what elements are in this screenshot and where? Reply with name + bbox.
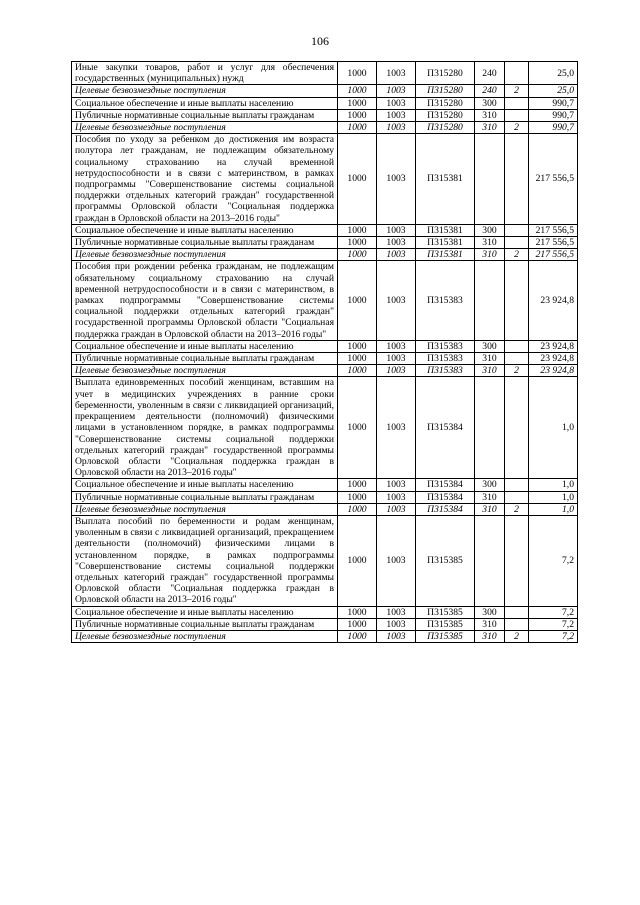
amount-cell: 990,7 <box>529 122 578 134</box>
section-code-cell: 1000 <box>338 122 377 134</box>
expense-type-cell: 310 <box>475 353 505 365</box>
table-row <box>72 479 578 491</box>
amount-cell: 23 924,8 <box>529 261 578 340</box>
expense-type-cell <box>475 261 505 340</box>
funding-source-cell <box>505 353 529 365</box>
amount-cell: 217 556,5 <box>529 237 578 249</box>
funding-source-cell <box>505 97 529 109</box>
section-code-cell: 1000 <box>338 62 377 85</box>
target-article-cell: П315383 <box>416 353 475 365</box>
subsection-code-cell: 1003 <box>377 353 416 365</box>
amount-cell: 1,0 <box>529 377 578 479</box>
amount-cell: 25,0 <box>529 85 578 97</box>
amount-cell: 7,2 <box>529 618 578 630</box>
funding-source-cell <box>505 606 529 618</box>
section-code-cell: 1000 <box>338 606 377 618</box>
target-article-cell: П315385 <box>416 515 475 606</box>
table-row <box>72 515 578 606</box>
expense-type-cell: 310 <box>475 491 505 503</box>
expense-type-cell: 300 <box>475 340 505 352</box>
amount-cell: 217 556,5 <box>529 134 578 225</box>
section-code-cell: 1000 <box>338 618 377 630</box>
table-row <box>72 365 578 377</box>
amount-cell: 23 924,8 <box>529 340 578 352</box>
expense-type-cell: 310 <box>475 618 505 630</box>
row-name-cell: Иные закупки товаров, работ и услуг для обеспечения государственных (муниципальных) нужд <box>72 62 338 85</box>
table-row <box>72 122 578 134</box>
subsection-code-cell: 1003 <box>377 134 416 225</box>
amount-cell: 990,7 <box>529 109 578 121</box>
target-article-cell: П315280 <box>416 97 475 109</box>
section-code-cell: 1000 <box>338 237 377 249</box>
funding-source-cell: 2 <box>505 122 529 134</box>
target-article-cell: П315384 <box>416 479 475 491</box>
budget-table <box>71 61 578 643</box>
subsection-code-cell: 1003 <box>377 85 416 97</box>
subsection-code-cell: 1003 <box>377 606 416 618</box>
row-name-cell: Публичные нормативные социальные выплаты гражданам <box>72 618 338 630</box>
expense-type-cell: 310 <box>475 237 505 249</box>
expense-type-cell <box>475 515 505 606</box>
target-article-cell: П315385 <box>416 630 475 642</box>
row-name-cell: Целевые безвозмездные поступления <box>72 85 338 97</box>
row-name-cell: Публичные нормативные социальные выплаты гражданам <box>72 109 338 121</box>
funding-source-cell <box>505 224 529 236</box>
target-article-cell: П315383 <box>416 365 475 377</box>
row-name-cell: Социальное обеспечение и иные выплаты населению <box>72 606 338 618</box>
expense-type-cell: 310 <box>475 249 505 261</box>
section-code-cell: 1000 <box>338 353 377 365</box>
expense-type-cell: 300 <box>475 479 505 491</box>
amount-cell: 23 924,8 <box>529 365 578 377</box>
section-code-cell: 1000 <box>338 134 377 225</box>
subsection-code-cell: 1003 <box>377 97 416 109</box>
section-code-cell: 1000 <box>338 491 377 503</box>
section-code-cell: 1000 <box>338 340 377 352</box>
target-article-cell: П315280 <box>416 62 475 85</box>
subsection-code-cell: 1003 <box>377 249 416 261</box>
row-name-cell: Целевые безвозмездные поступления <box>72 630 338 642</box>
expense-type-cell <box>475 377 505 479</box>
row-name-cell: Социальное обеспечение и иные выплаты населению <box>72 479 338 491</box>
table-row <box>72 224 578 236</box>
row-name-cell: Социальное обеспечение и иные выплаты населению <box>72 97 338 109</box>
amount-cell: 990,7 <box>529 97 578 109</box>
target-article-cell: П315381 <box>416 134 475 225</box>
target-article-cell: П315385 <box>416 606 475 618</box>
amount-cell: 7,2 <box>529 515 578 606</box>
amount-cell: 25,0 <box>529 62 578 85</box>
row-name-cell: Пособия по уходу за ребенком до достижения им возраста полутора лет гражданам, не подлежащим обязательному социальному страхованию на случай временной нетрудоспособности и в связи с материнством, в рамках подпрограммы "Совершенствование системы социальной поддержки отдельных категорий граждан" государственной программы Орловской области "Социальная поддержка граждан в Орловской области на 2013–2016 годы" <box>72 134 338 225</box>
subsection-code-cell: 1003 <box>377 237 416 249</box>
row-name-cell: Публичные нормативные социальные выплаты гражданам <box>72 353 338 365</box>
subsection-code-cell: 1003 <box>377 340 416 352</box>
subsection-code-cell: 1003 <box>377 261 416 340</box>
section-code-cell: 1000 <box>338 377 377 479</box>
amount-cell: 1,0 <box>529 491 578 503</box>
target-article-cell: П315381 <box>416 249 475 261</box>
amount-cell: 7,2 <box>529 630 578 642</box>
expense-type-cell <box>475 134 505 225</box>
row-name-cell: Социальное обеспечение и иные выплаты населению <box>72 224 338 236</box>
funding-source-cell <box>505 479 529 491</box>
expense-type-cell: 300 <box>475 224 505 236</box>
section-code-cell: 1000 <box>338 365 377 377</box>
table-row <box>72 249 578 261</box>
section-code-cell: 1000 <box>338 85 377 97</box>
table-row <box>72 97 578 109</box>
table-row <box>72 261 578 340</box>
funding-source-cell <box>505 515 529 606</box>
table-row <box>72 630 578 642</box>
subsection-code-cell: 1003 <box>377 479 416 491</box>
funding-source-cell <box>505 261 529 340</box>
row-name-cell: Публичные нормативные социальные выплаты гражданам <box>72 491 338 503</box>
subsection-code-cell: 1003 <box>377 491 416 503</box>
table-row <box>72 340 578 352</box>
section-code-cell: 1000 <box>338 249 377 261</box>
subsection-code-cell: 1003 <box>377 62 416 85</box>
subsection-code-cell: 1003 <box>377 224 416 236</box>
funding-source-cell: 2 <box>505 365 529 377</box>
table-row <box>72 109 578 121</box>
section-code-cell: 1000 <box>338 97 377 109</box>
row-name-cell: Целевые безвозмездные поступления <box>72 503 338 515</box>
amount-cell: 1,0 <box>529 503 578 515</box>
amount-cell: 217 556,5 <box>529 224 578 236</box>
funding-source-cell <box>505 377 529 479</box>
funding-source-cell: 2 <box>505 249 529 261</box>
subsection-code-cell: 1003 <box>377 122 416 134</box>
funding-source-cell <box>505 134 529 225</box>
amount-cell: 23 924,8 <box>529 353 578 365</box>
table-row <box>72 237 578 249</box>
subsection-code-cell: 1003 <box>377 109 416 121</box>
section-code-cell: 1000 <box>338 479 377 491</box>
subsection-code-cell: 1003 <box>377 630 416 642</box>
expense-type-cell: 300 <box>475 606 505 618</box>
subsection-code-cell: 1003 <box>377 377 416 479</box>
target-article-cell: П315381 <box>416 224 475 236</box>
funding-source-cell: 2 <box>505 503 529 515</box>
expense-type-cell: 310 <box>475 122 505 134</box>
page-number: 106 <box>311 34 329 48</box>
row-name-cell: Целевые безвозмездные поступления <box>72 365 338 377</box>
funding-source-cell <box>505 491 529 503</box>
expense-type-cell: 240 <box>475 62 505 85</box>
row-name-cell: Целевые безвозмездные поступления <box>72 249 338 261</box>
target-article-cell: П315383 <box>416 340 475 352</box>
subsection-code-cell: 1003 <box>377 618 416 630</box>
funding-source-cell <box>505 237 529 249</box>
table-row <box>72 377 578 479</box>
target-article-cell: П315384 <box>416 377 475 479</box>
expense-type-cell: 310 <box>475 109 505 121</box>
expense-type-cell: 240 <box>475 85 505 97</box>
section-code-cell: 1000 <box>338 261 377 340</box>
section-code-cell: 1000 <box>338 109 377 121</box>
row-name-cell: Публичные нормативные социальные выплаты гражданам <box>72 237 338 249</box>
table-row <box>72 618 578 630</box>
table-row <box>72 134 578 225</box>
target-article-cell: П315280 <box>416 85 475 97</box>
row-name-cell: Социальное обеспечение и иные выплаты населению <box>72 340 338 352</box>
funding-source-cell <box>505 340 529 352</box>
table-row <box>72 503 578 515</box>
table-row <box>72 85 578 97</box>
table-row <box>72 491 578 503</box>
row-name-cell: Выплата единовременных пособий женщинам, вставшим на учет в медицинских учреждениях в ранние сроки беременности, уволенным в связи с ликвидацией организаций, прекращением деятельности (полномочий) физическими лицами в установленном порядке, в рамках подпрограммы "Совершенствование системы социальной поддержки отдельных категорий граждан" государственной программы Орловской области "Социальная поддержка граждан в Орловской области на 2013–2016 годы" <box>72 377 338 479</box>
funding-source-cell: 2 <box>505 630 529 642</box>
expense-type-cell: 300 <box>475 97 505 109</box>
target-article-cell: П315280 <box>416 122 475 134</box>
section-code-cell: 1000 <box>338 515 377 606</box>
target-article-cell: П315385 <box>416 618 475 630</box>
row-name-cell: Выплата пособий по беременности и родам женщинам, уволенным в связи с ликвидацией организаций, прекращением деятельности (полномочий) физическими лицами в установленном порядке, в рамках подпрограммы "Совершенствование системы социальной поддержки отдельных категорий граждан" государственной программы Орловской области "Социальная поддержка граждан в Орловской области на 2013–2016 годы" <box>72 515 338 606</box>
funding-source-cell <box>505 62 529 85</box>
section-code-cell: 1000 <box>338 224 377 236</box>
expense-type-cell: 310 <box>475 365 505 377</box>
amount-cell: 217 556,5 <box>529 249 578 261</box>
expense-type-cell: 310 <box>475 630 505 642</box>
expense-type-cell: 310 <box>475 503 505 515</box>
amount-cell: 7,2 <box>529 606 578 618</box>
target-article-cell: П315280 <box>416 109 475 121</box>
subsection-code-cell: 1003 <box>377 515 416 606</box>
funding-source-cell: 2 <box>505 85 529 97</box>
target-article-cell: П315383 <box>416 261 475 340</box>
target-article-cell: П315381 <box>416 237 475 249</box>
funding-source-cell <box>505 109 529 121</box>
table-row <box>72 62 578 85</box>
section-code-cell: 1000 <box>338 630 377 642</box>
amount-cell: 1,0 <box>529 479 578 491</box>
row-name-cell: Пособия при рождении ребенка гражданам, не подлежащим обязательному социальному страхованию на случай временной нетрудоспособности и в связи с материнством, в рамках подпрограммы "Совершенствование системы социальной поддержки отдельных категорий граждан" государственной программы Орловской области "Социальная поддержка граждан в Орловской области на 2013–2016 годы" <box>72 261 338 340</box>
subsection-code-cell: 1003 <box>377 365 416 377</box>
table-row <box>72 606 578 618</box>
target-article-cell: П315384 <box>416 503 475 515</box>
target-article-cell: П315384 <box>416 491 475 503</box>
subsection-code-cell: 1003 <box>377 503 416 515</box>
section-code-cell: 1000 <box>338 503 377 515</box>
row-name-cell: Целевые безвозмездные поступления <box>72 122 338 134</box>
funding-source-cell <box>505 618 529 630</box>
table-row <box>72 353 578 365</box>
